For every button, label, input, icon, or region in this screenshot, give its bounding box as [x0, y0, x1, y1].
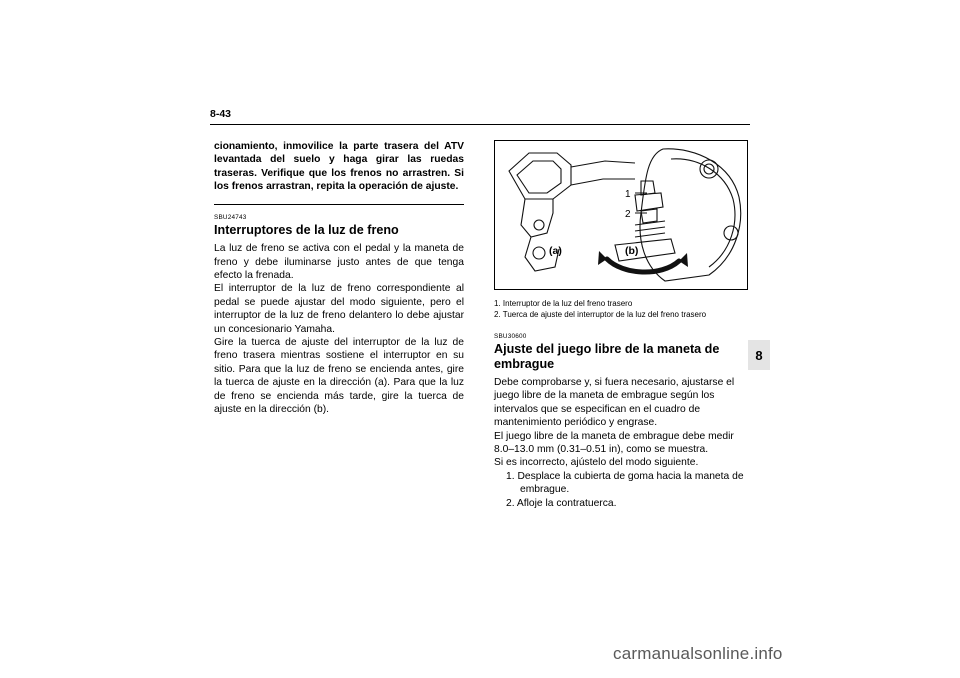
callout-1: 1	[625, 189, 631, 200]
figure-caption	[494, 298, 754, 320]
page-number: 8-43	[210, 108, 232, 120]
callout-a: (a)	[549, 245, 562, 257]
section-code: SBU24743	[214, 214, 247, 222]
figure-caption-line-2: 2. Tuerca de ajuste del interruptor de la luz del freno trasero	[494, 310, 707, 319]
step-2: 2. Afloje la contratuerca.	[506, 497, 617, 509]
step-1: 1. Desplace la cubierta de goma hacia la maneta de embrague.	[506, 470, 744, 496]
paragraph-2: El interruptor de la luz de freno correspondiente al pedal se puede ajustar del modo siguiente, pero el interruptor de la luz de freno delantero lo debe ajustar un concesionario Yamaha.	[214, 283, 464, 335]
right-column	[494, 333, 750, 510]
watermark: carmanualsonline.info	[613, 644, 783, 663]
right-section-heading: Ajuste del juego libre de la maneta de embrague	[494, 342, 720, 371]
paragraph-3: Gire la tuerca de ajuste del interruptor de la luz de freno trasera mientras sostiene el interruptor en su sitio. Para que la luz de freno se encienda antes, gire la tuerca de ajuste en la dirección (a). Para que la luz de freno se encienda más tarde, gire la tuerca de ajuste en la dirección (b).	[214, 337, 464, 416]
callout-b: (b)	[625, 245, 639, 257]
right-paragraph-1: Debe comprobarse y, si fuera necesario, ajustarse el juego libre de la maneta de embrague según los intervalos que se especifican en el cuadro de mantenimiento periódico y engrase.	[494, 377, 735, 429]
section-divider	[214, 204, 464, 206]
paragraph-1: La luz de freno se activa con el pedal y la maneta de freno y debe iluminarse justo antes de que tenga efecto la frenada.	[214, 243, 464, 282]
figure-illustration	[495, 141, 747, 289]
section-heading: Interruptores de la luz de freno	[214, 223, 399, 238]
callout-2: 2	[625, 209, 631, 220]
right-paragraph-2: El juego libre de la maneta de embrague debe medir 8.0–13.0 mm (0.31–0.51 in), como se muestra.	[494, 430, 734, 456]
continued-paragraph: cionamiento, inmovilice la parte trasera del ATV levantada del suelo y haga girar las ruedas traseras. Verifique que los frenos no arrastren. Si los frenos arrastran, repita la operación de ajuste.	[214, 141, 464, 193]
left-column	[214, 140, 464, 417]
figure-brake-light-switch	[494, 140, 748, 290]
header-rule	[210, 124, 750, 125]
right-section-code: SBU30600	[494, 333, 527, 340]
figure-caption-line-1: 1. Interruptor de la luz del freno trasero	[494, 299, 633, 308]
chapter-tab: 8	[748, 340, 770, 370]
right-paragraph-3: Si es incorrecto, ajústelo del modo siguiente.	[494, 457, 699, 469]
procedure-steps	[494, 470, 750, 510]
